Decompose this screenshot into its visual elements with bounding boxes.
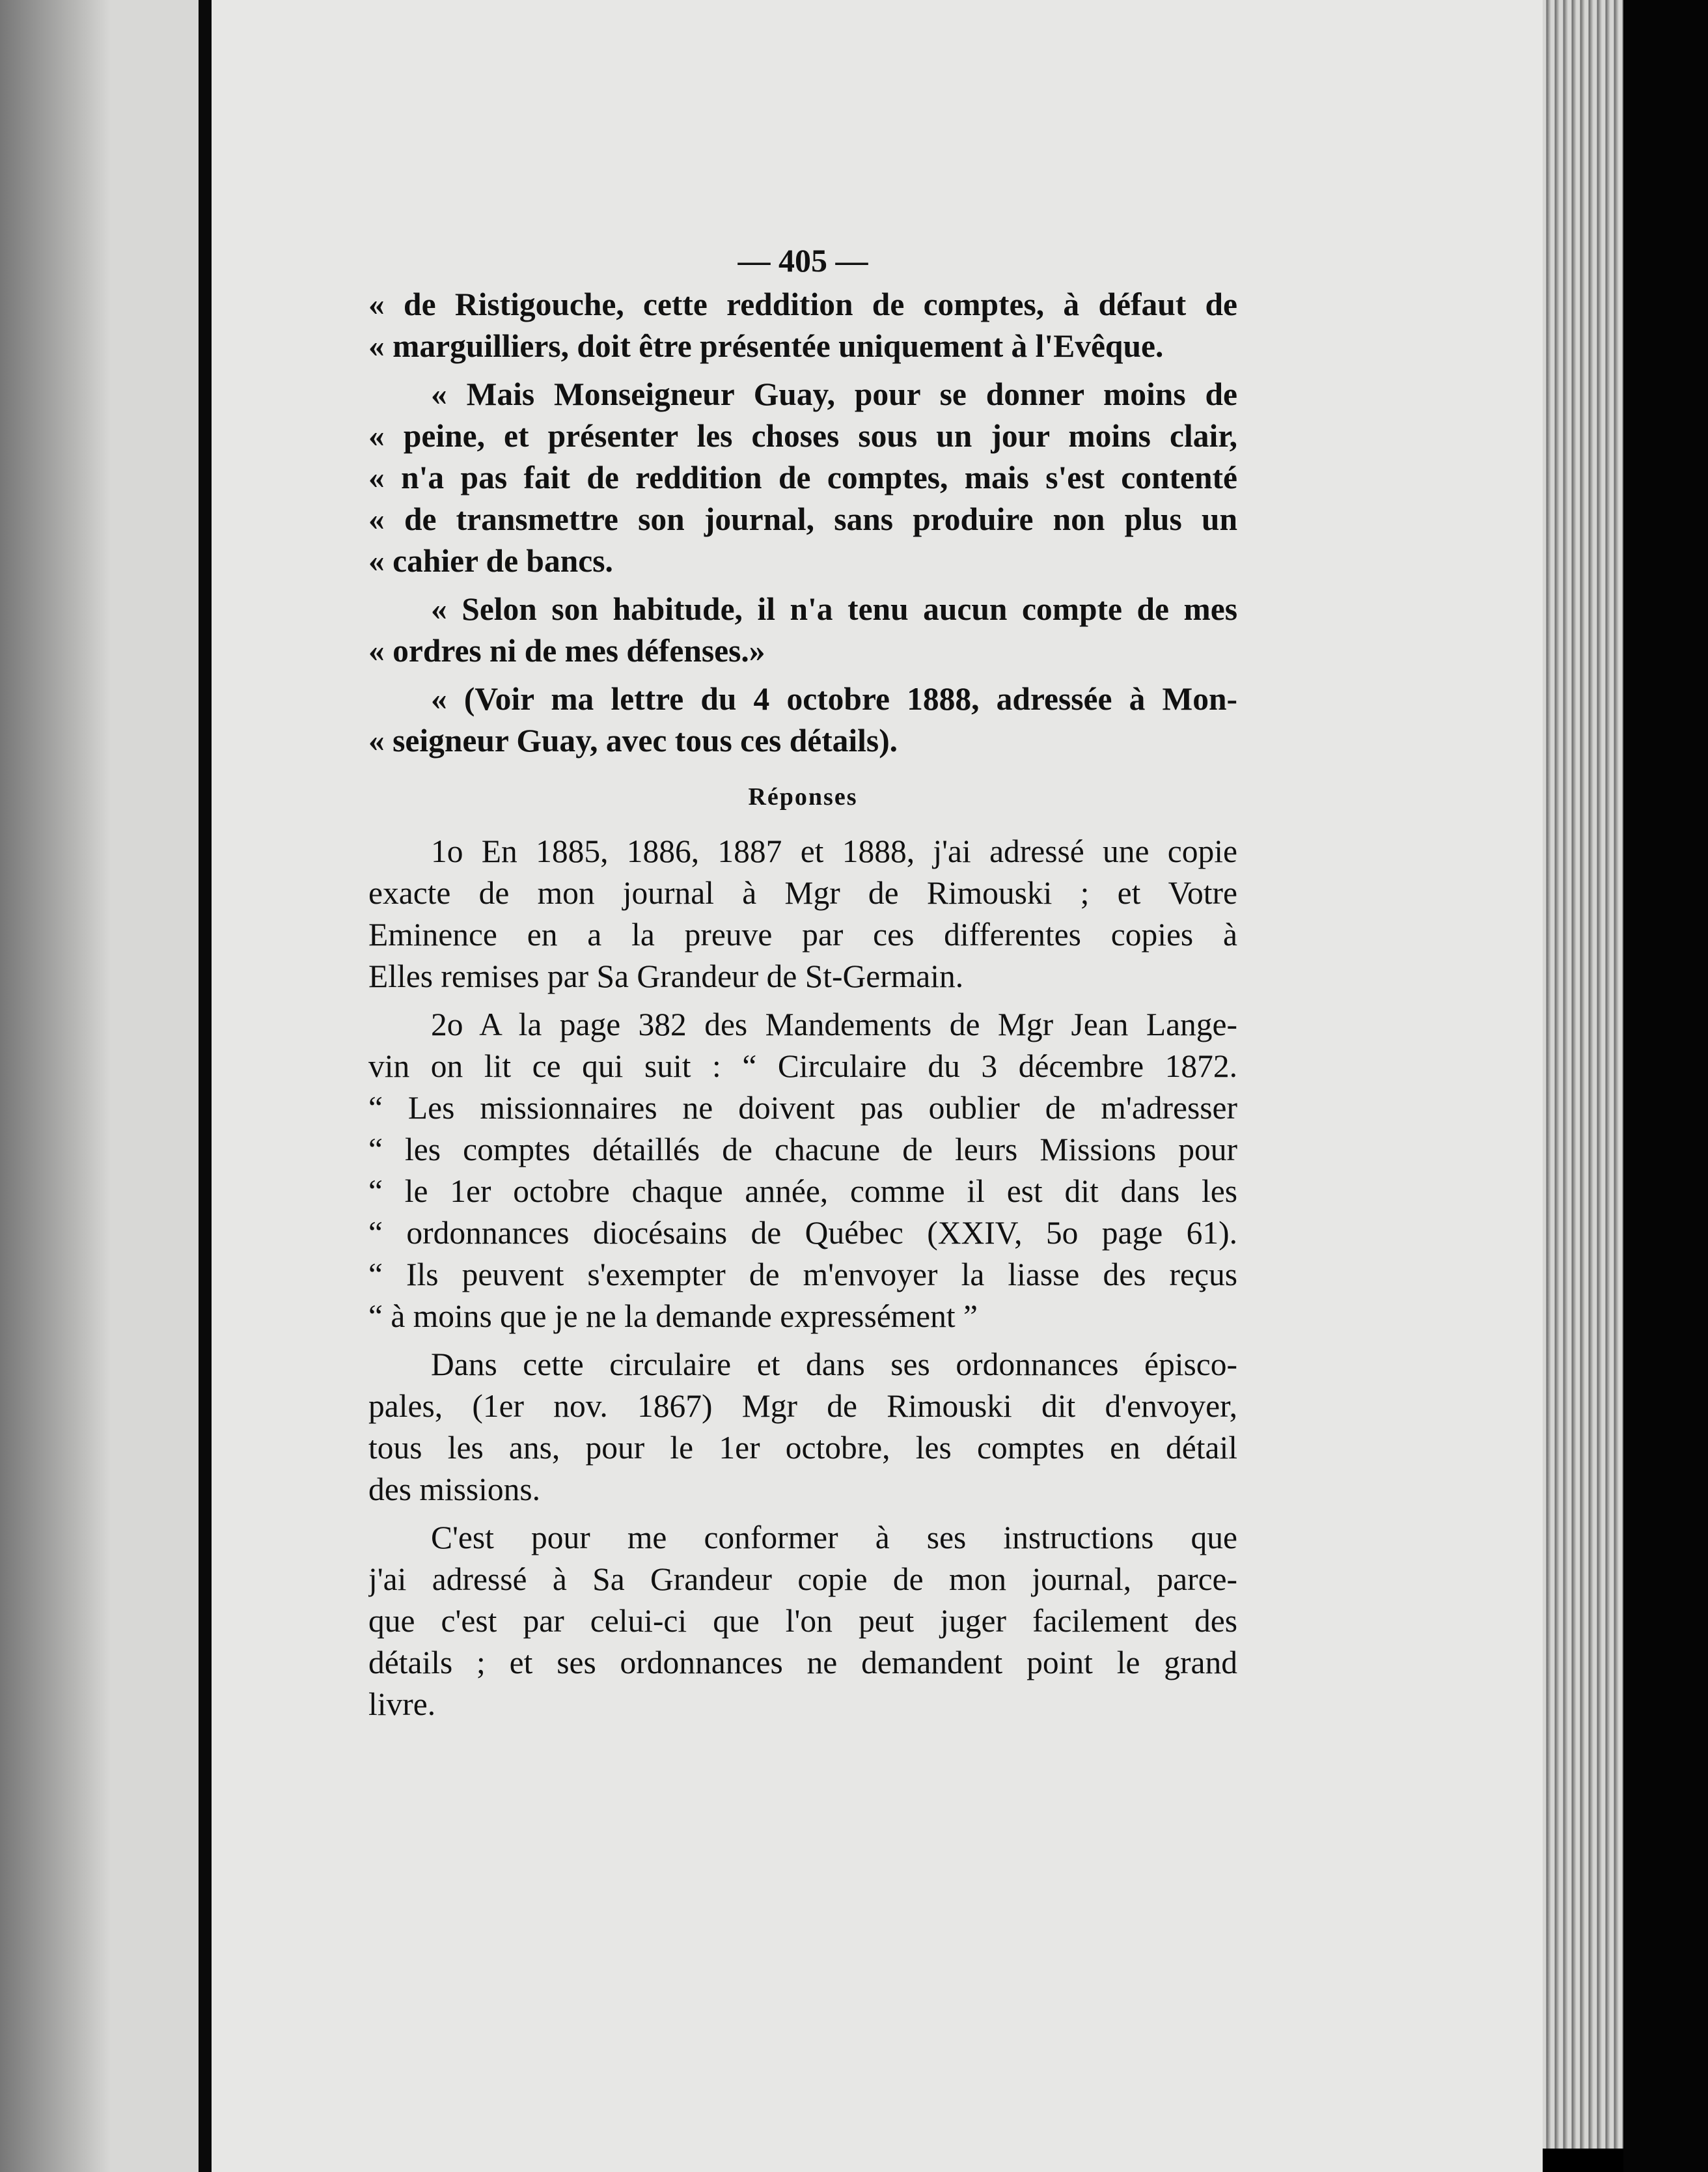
answer-paragraph xyxy=(368,1004,1237,1337)
text-line: détails ; et ses ordonnances ne demandent point le grand xyxy=(368,1645,1237,1680)
text-line: vin on lit ce qui suit : “ Circulaire du 3 décembre 1872. xyxy=(368,1048,1237,1084)
text-line: “ les comptes détaillés de chacune de leurs Missions pour xyxy=(368,1132,1237,1167)
text-line: C'est pour me conformer à ses instructions que xyxy=(431,1520,1237,1555)
text-line: « de Ristigouche, cette reddition de comptes, à défaut de xyxy=(368,286,1237,322)
section-heading: Réponses xyxy=(748,783,858,811)
text-line: « de transmettre son journal, sans produire non plus un xyxy=(368,501,1237,537)
text-line: « seigneur Guay, avec tous ces détails). xyxy=(368,723,898,759)
text-line: « peine, et présenter les choses sous un jour moins clair, xyxy=(368,418,1237,454)
page-edges xyxy=(1543,0,1623,2149)
text-line: Elles remises par Sa Grandeur de St-Germain. xyxy=(368,958,964,994)
text-line: Eminence en a la preuve par ces differentes copies à xyxy=(368,917,1237,953)
text-line: 2o A la page 382 des Mandements de Mgr Jean Lange- xyxy=(431,1007,1237,1042)
text-line: pales, (1er nov. 1867) Mgr de Rimouski dit d'envoyer, xyxy=(368,1388,1237,1424)
page-text xyxy=(368,241,1237,1725)
text-line: “ à moins que je ne la demande expressément ” xyxy=(368,1298,978,1334)
quoted-paragraph xyxy=(368,284,1237,367)
text-line: j'ai adressé à Sa Grandeur copie de mon journal, parce- xyxy=(368,1561,1237,1597)
text-line: exacte de mon journal à Mgr de Rimouski ; et Votre xyxy=(368,875,1237,911)
book-gutter xyxy=(199,0,213,2172)
quoted-paragraph xyxy=(368,589,1237,672)
answer-paragraph xyxy=(368,1344,1237,1511)
left-facing-page xyxy=(0,0,202,2172)
text-line: “ Ils peuvent s'exempter de m'envoyer la liasse des reçus xyxy=(368,1257,1237,1292)
text-line: « n'a pas fait de reddition de comptes, mais s'est contenté xyxy=(368,460,1237,495)
left-page-shadow xyxy=(0,0,111,2172)
text-line: « (Voir ma lettre du 4 octobre 1888, adressée à Mon- xyxy=(431,681,1237,717)
page-number: — 405 — xyxy=(737,242,868,279)
text-line: “ le 1er octobre chaque année, comme il est dit dans les xyxy=(368,1173,1237,1209)
answers-section xyxy=(368,831,1237,1725)
text-line: “ ordonnances diocésains de Québec (XXIV, 5o page 61). xyxy=(368,1215,1237,1251)
text-line: des missions. xyxy=(368,1471,541,1507)
text-line: « cahier de bancs. xyxy=(368,543,613,579)
text-line: « Selon son habitude, il n'a tenu aucun compte de mes xyxy=(431,591,1237,627)
quoted-paragraph xyxy=(368,374,1237,582)
text-line: tous les ans, pour le 1er octobre, les comptes en détail xyxy=(368,1430,1237,1466)
text-line: « ordres ni de mes défenses.» xyxy=(368,633,765,669)
scan-background xyxy=(1623,0,1708,2172)
answer-paragraph xyxy=(368,1517,1237,1725)
text-line: 1o En 1885, 1886, 1887 et 1888, j'ai adressé une copie xyxy=(431,833,1237,869)
quoted-paragraph xyxy=(368,678,1237,762)
text-line: « Mais Monseigneur Guay, pour se donner moins de xyxy=(431,376,1237,412)
text-line: Dans cette circulaire et dans ses ordonnances épisco- xyxy=(431,1346,1237,1382)
text-line: que c'est par celui-ci que l'on peut juger facilement des xyxy=(368,1603,1237,1639)
text-line: “ Les missionnaires ne doivent pas oublier de m'adresser xyxy=(368,1090,1237,1126)
quoted-section xyxy=(368,284,1237,762)
text-line: livre. xyxy=(368,1686,436,1722)
answer-paragraph xyxy=(368,831,1237,997)
text-line: « marguilliers, doit être présentée uniquement à l'Evêque. xyxy=(368,328,1164,364)
